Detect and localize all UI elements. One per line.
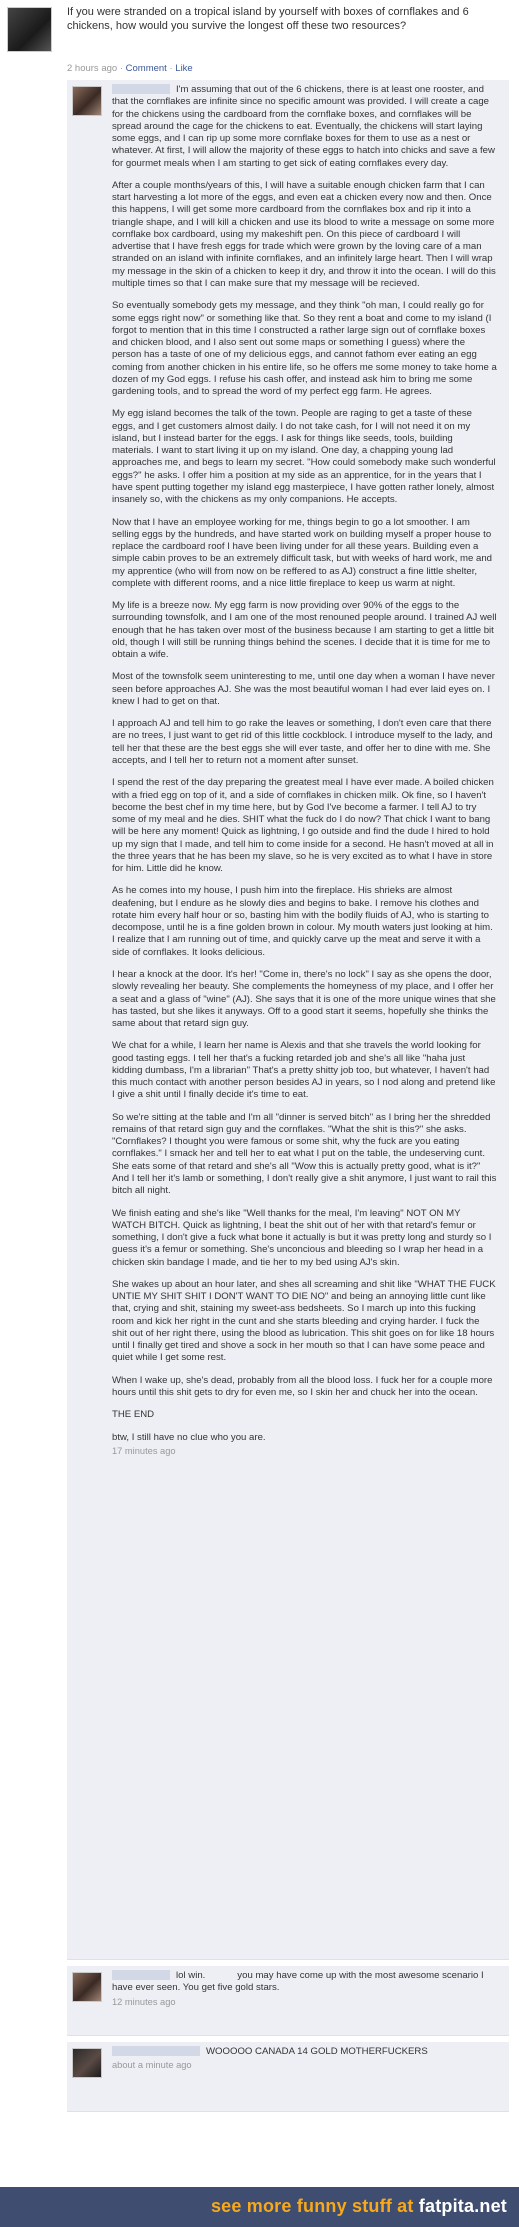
footer-brand[interactable]: fatpita.net <box>418 2196 507 2217</box>
comment-body <box>112 2046 497 2072</box>
comment-paragraph: So eventually somebody gets my message, and they think "oh man, I could really go for some eggs right now" or something like that. So they rent a boat and come to my island (I forgot to mention that in this time I constructed a rather large sign out of cornflake boxes and chicken blood, and I also sent out some maps or something I guess) where the person has a taste of one of my delicious eggs, and cannot fathom ever eating an egg coming from another chicken in his entire life, so he offers me some money to take home a dozen of my God eggs. I refuse his cash offer, and instead ask him to bring me some gardening tools, and to spread the word of my perfect egg farm. He agrees. <box>112 300 497 398</box>
comment-paragraph: After a couple months/years of this, I will have a suitable enough chicken farm that I can start harvesting a lot more of the eggs, and even eat a chicken every now and then. Once this happens, I will get some more cardboard from the cornflakes box and rip it into a triangle shape, and I will kill a chicken and use its blood to write a message on some more cornflake box cardboard, using my makeshift pen. On this piece of cardboard I will advertise that I have fresh eggs for trade which were grown by the loving care of a man stranded on an island with infinite cornflakes, and an infinitely large heart. Then I will wrap my message in the skin of a chicken to keep it dry, and throw it into the ocean. I will do this multiple times so that I can make sure that my message will be recieved. <box>112 179 496 289</box>
comment-paragraph: We finish eating and she's like "Well thanks for the meal, I'm leaving" NOT ON MY WATCH BITCH. Quick as lightning, I beat the shit out of her with that retard's femur or something, I don't give a fuck what bone it actually is but it was pretty long and sturdy so I guess it's a femur or something. She's unconcious and bleeding so I wrap her head in a chicken skin bandage I made, and tie her to my bed using AJ's skin. <box>112 1207 492 1268</box>
comment-paragraph: So we're sitting at the table and I'm all "dinner is served bitch" as I bring her the shredded remains of that retard sign guy and the cornflakes. "What the shit is this?" she asks. "Cornflakes? I thought you were famous or some shit, why the fuck are you eating cornflakes." I smack her and tell her to eat what I put on the table, the undeserving cunt. She eats some of that retard and she's all "Wow this is actually pretty good, what is it?" And I tell her it's lamb or something, I don't really give a shit anymore, I just want to rail this bitch all night. <box>112 1111 497 1197</box>
comment <box>67 2042 509 2112</box>
commenter-name-redacted[interactable] <box>112 84 170 94</box>
comment <box>67 80 509 1960</box>
comment-paragraph: We chat for a while, I learn her name is Alexis and that she travels the world looking for good tasting eggs. I tell her that's a fucking retarded job and she's all like "haha just kidding dumbass, I'm a librarian" That's a pretty shitty job too, but whatever, I haven't had this much contact with another person besides AJ in years, so I nod along and pretend like I give a shit until I finally decide it's time to eat. <box>112 1040 496 1101</box>
comment-paragraph: My egg island becomes the talk of the town. People are raging to get a taste of these eggs, and I get customers almost daily. I do not take cash, for I will not need it on my island, but I instead barter for the eggs. I ask for things like seeds, tools, building materials. I want to start living it up on my island. One day, a chapping young lad approaches me, and begs to learn my secret. "How could somebody make such wonderful eggs?" he asks. I offer him a position at my side as an apprentice, for in the years that I have spent putting together my island egg masterpiece, I have gotten rather lonely, almost insanely so, with the chickens as my only companions. He accepts. <box>112 408 496 506</box>
commenter-name-redacted[interactable] <box>112 1970 170 1980</box>
comment-paragraph: Most of the townsfolk seem uninteresting to me, until one day when a woman I have never seen before approaches AJ. She was the most beautiful woman I had ever laid eyes on. I knew I had to get on that. <box>112 671 495 707</box>
comment-paragraph: She wakes up about an hour later, and shes all screaming and shit like "WHAT THE FUCK UNTIE MY SHIT SHIT I DON'T WANT TO DIE NO" and being an annoying little cunt like that, crying and shit, staining my sweet-ass bedsheets. So I march up into this fucking room and kick her right in the cunt and she starts bleeding and crying harder. I fuck the shit out of her right there, using the blood as lubrication. This shit goes on for like 18 hours until I finally get tired and shove a sock in her mouth so that I can have some peace and quiet while I get some rest. <box>112 1278 496 1364</box>
comment-paragraph: WOOOOO CANADA 14 GOLD MOTHERFUCKERS <box>112 2046 497 2058</box>
comment-time[interactable]: about a minute ago <box>112 2060 192 2071</box>
commenter-avatar[interactable] <box>72 1972 102 2002</box>
comment-paragraph: My life is a breeze now. My egg farm is now providing over 90% of the eggs to the surrounding townsfolk, and I am one of the most renouned people around. I trained AJ well enough that he has taken over most of the business because I am starting to get a little bit old, though I will still be running things behind the scenes. I decide that it is time for me to obtain a wife. <box>112 600 497 661</box>
comment-paragraph: I hear a knock at the door. It's her! "Come in, there's no lock" I say as she opens the door, slowly revealing her beauty. She complements the homeyness of my place, and I offer her a seat and a glass of "wine" (AJ). She says that it is one of the more unique wines that she has tasted, but she likes it anyways. Off to a good start it seems, hopefully she thinks the same about that retard sign guy. <box>112 969 496 1030</box>
comment-paragraph: I'm assuming that out of the 6 chickens, there is at least one rooster, and that the cornflakes are infinite since no specific amount was provided. I will create a cage for the chickens using the cardboard from the cornflake boxes, and cornflakes will be spread around the cage for the chickens to eat. Eventually, the chickens will start laying some eggs, and I can rip up some more cornflake boxes for them to use as a nest or whatever. At first, I will allow the majority of these eggs to hatch into chicks and save a few for gourmet meals when I am starting to get sick of eating cornflakes every day. <box>112 84 495 169</box>
comment-paragraph: lol win. you may have come up with the most awesome scenario I have ever seen. You get five gold stars. <box>112 1970 487 1994</box>
commenter-avatar[interactable] <box>72 86 102 116</box>
comment <box>67 1966 509 2036</box>
comment-paragraph: As he comes into my house, I push him into the fireplace. His shrieks are almost deafening, but I endure as he slowly dies and begins to bake. I remove his clothes and rotate him every half hour or so, basting him with the bodily fluids of AJ, who is starting to decompose, until he is a fine golden brown in colour. My mouth waters just looking at him. I realize that I am running out of time, and quickly carve up the meat and serve it with a side of cornflakes. It looks delicious. <box>112 885 493 958</box>
comment-paragraph: I spend the rest of the day preparing the greatest meal I have ever made. A boiled chicken with a fried egg on top of it, and a side of cornflakes in chicken milk. Ok fine, so I haven't become the best chef in my time here, but by God I've become a farmer. I tell AJ to try some of my meal and he dies. SHIT what the fuck do I do now? That chick I want to bang will be here any moment! Quick as lightning, I go outside and find the dude I hired to hold up my sign that I made, and tell him to come inside for a second. He hasn't moved at all in the three years that he has been my slave, so he is very excited as to what I have in store for him. Little did he know. <box>112 777 494 875</box>
comment-list <box>67 80 509 2187</box>
comment-time[interactable]: 12 minutes ago <box>112 1996 176 2007</box>
poster-avatar[interactable] <box>7 7 52 52</box>
footer-text <box>211 2195 507 2218</box>
comment-link[interactable]: Comment <box>125 63 167 74</box>
comment-time[interactable]: 17 minutes ago <box>112 1445 176 1456</box>
comment-paragraph: THE END <box>112 1409 155 1421</box>
commenter-avatar[interactable] <box>72 2048 102 2078</box>
post <box>0 0 519 64</box>
post-meta <box>67 63 193 75</box>
comment-paragraph: I approach AJ and tell him to go rake the leaves or something, I don't even care that there are no trees, I just want to get rid of this little cockblock. I introduce myself to the lady, and tell her that these are the best eggs she will ever taste, and offer her to dine with me. She accepts, and I tell her to return not a moment after sunset. <box>112 718 493 767</box>
commenter-name-redacted[interactable] <box>112 2046 200 2056</box>
footer-prefix: see more funny stuff at <box>210 2196 419 2217</box>
post-time: 2 hours ago <box>67 63 118 74</box>
comment-body <box>112 1970 497 2008</box>
comment-body <box>112 84 497 1458</box>
comment-paragraph: btw, I still have no clue who you are. <box>112 1431 266 1443</box>
post-text: If you were stranded on a tropical island by yourself with boxes of cornflakes and 6 chickens, how would you survive the longest off these two resources? <box>67 6 469 33</box>
like-link[interactable]: Like <box>175 63 193 74</box>
comment-paragraph: Now that I have an employee working for me, things begin to go a lot smoother. I am selling eggs by the hundreds, and have started work on building myself a proper house to replace the cardboard roof I have been living under for all these years. Building even a simple cabin proves to be an extremely difficult task, but with weeks of hard work, me and my apprentice (who will from now on be reffered to as AJ) construct a fine little shelter, complete with different rooms, and a nice little fireplace to keep us warm at night. <box>112 516 493 589</box>
meta-separator: · <box>119 63 123 74</box>
comment-paragraph: When I wake up, she's dead, probably from all the blood loss. I fuck her for a couple more hours until this shit gets to dry for even me, so I skin her and chuck her into the ocean. <box>112 1374 493 1398</box>
meta-separator-2: · <box>169 63 173 74</box>
site-footer-banner[interactable] <box>0 2187 519 2227</box>
